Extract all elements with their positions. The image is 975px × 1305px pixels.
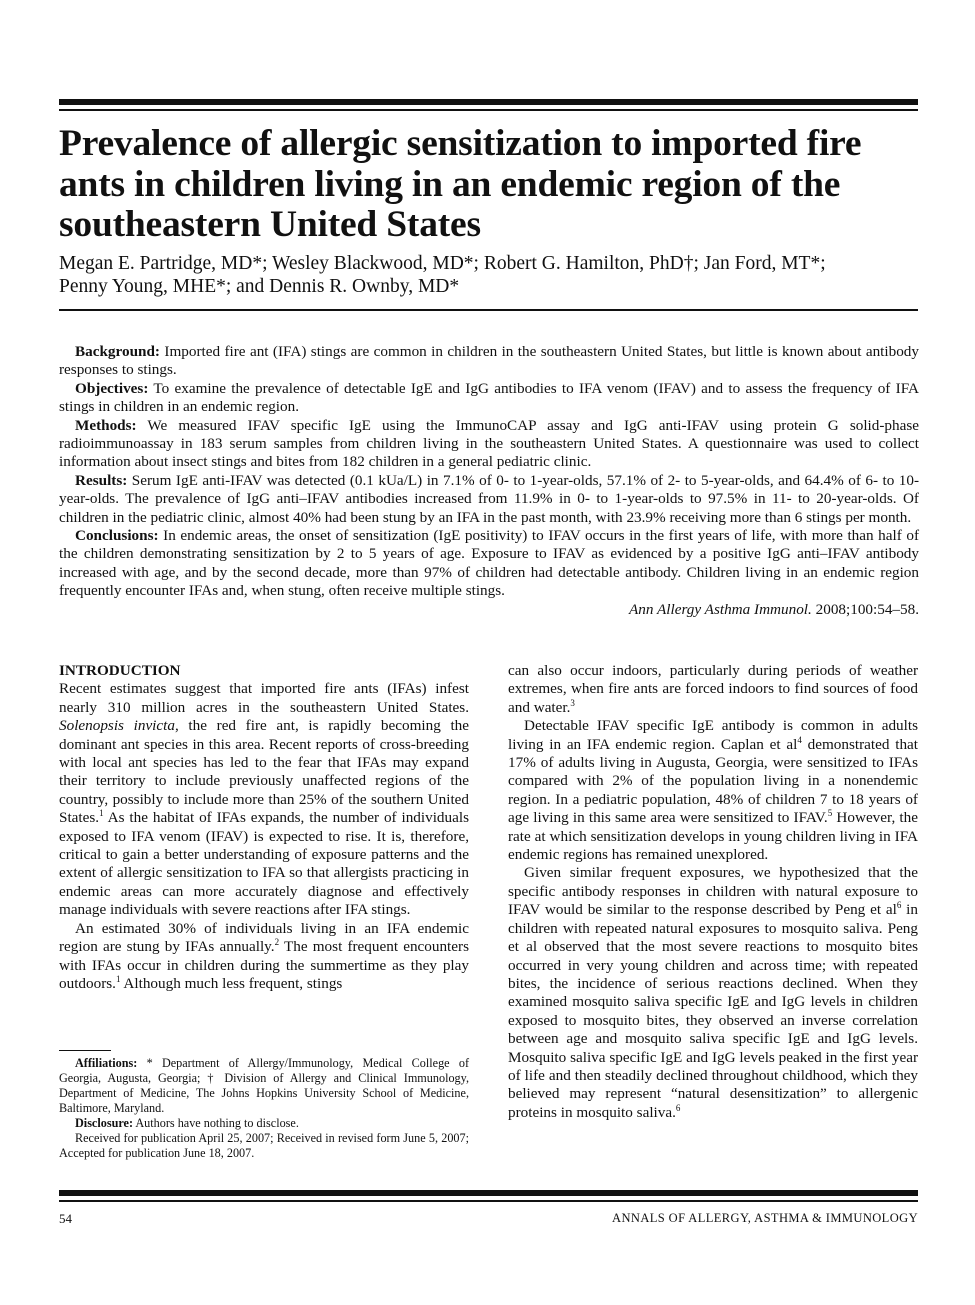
left-column	[59, 662, 469, 993]
citation-superscript: 2	[274, 937, 280, 948]
intro-r3-text-a: Given similar frequent exposures, we hypothesized that the specific antibody responses in children with natural exposure to IFAV would be similar to the response described by Peng et al	[508, 864, 918, 919]
footnote-affiliations	[59, 1056, 469, 1116]
author-list	[59, 252, 919, 298]
intro-p2-text-b: The most frequent encounters with IFAs occur in children during the summertime as they play outdoors.	[59, 938, 469, 992]
citation-superscript: 5	[827, 808, 833, 819]
author-line-2: Penny Young, MHE*; and Dennis R. Ownby, MD*	[59, 276, 460, 297]
background-label: Background:	[75, 343, 160, 360]
footnotes	[59, 1056, 469, 1161]
citation-journal: Ann Allergy Asthma Immunol.	[629, 600, 812, 618]
journal-name: ANNALS OF ALLERGY, ASTHMA & IMMUNOLOGY	[612, 1211, 918, 1225]
intro-p2-text-c: Although much less frequent, stings	[120, 974, 343, 992]
abstract-results	[59, 472, 919, 527]
section-heading-introduction: INTRODUCTION	[59, 662, 181, 679]
intro-p2-text-a: An estimated 30% of individuals living in an IFA endemic region are stung by IFAs annually.	[59, 919, 469, 956]
intro-p1-text-c: As the habitat of IFAs expands, the number of individuals exposed to IFA venom (IFAV) is expected to rise. It is, therefore, critical to gain a better understanding of exposure patterns and the extent of allergic sensitization to IFA so that allergists practicing in endemic areas can more accurately diagnose and effectively manage individuals with severe reactions after IFA stings.	[59, 809, 469, 919]
header-rule-thin	[59, 109, 918, 111]
abstract-background	[59, 343, 919, 380]
affiliations-text: * Department of Allergy/Immunology, Medical College of Georgia, Augusta, Georgia; † Division of Allergy and Clinical Immunology, Department of Medicine, The Johns Hopkins University School of Medicine, Baltimore, Maryland.	[59, 1056, 470, 1115]
header-rule-thick	[59, 99, 918, 105]
abstract-top-rule	[59, 309, 918, 311]
intro-r1-text-a: can also occur indoors, particularly during periods of weather extremes, when fire ants are forced indoors to find sources of food and water.	[508, 662, 918, 716]
citation-superscript: 1	[115, 973, 121, 984]
methods-label: Methods:	[75, 416, 137, 434]
citation-superscript: 3	[570, 697, 575, 708]
disclosure-text: Authors have nothing to disclose.	[135, 1116, 299, 1130]
citation-ref: 2008;100:54–58.	[815, 600, 919, 618]
conclusions-label: Conclusions:	[75, 527, 159, 545]
intro-paragraph-4	[508, 864, 918, 1122]
footer-rule-thin	[59, 1200, 918, 1202]
citation-superscript: 4	[797, 734, 802, 745]
methods-text: We measured IFAV specific IgE using the ImmunoCAP assay and IgG anti-IFAV using protein G solid-phase radioimmunoassay in 183 serum samples from children living in the southeastern United States. A questionnaire was used to collect information about insect stings and bites from 182 children in a general pediatric clinic.	[59, 416, 919, 471]
intro-paragraph-2-cont	[508, 662, 918, 717]
intro-p1-text-b: , the red fire ant, is rapidly becoming the dominant ant species in this area. Recent reports of cross-breeding with local ant species has led to the fear that IFAs may expand their territory to include previously unaffected regions of the country, possibly to include more than 25% of the southern United States.	[59, 717, 469, 827]
background-text: Imported fire ant (IFA) stings are common in children in the southeastern United States, but little is known about antibody responses to stings.	[59, 343, 919, 379]
right-column	[508, 662, 918, 1122]
footer-rule-thick	[59, 1190, 918, 1196]
intro-r2-text-c: However, the rate at which sensitization develops in young children living in IFA endemic regions has remained unexplored.	[508, 809, 918, 864]
footnote-disclosure	[59, 1116, 469, 1131]
author-line-1: Megan E. Partridge, MD*; Wesley Blackwood, MD*; Robert G. Hamilton, PhD†; Jan Ford, MT*;	[59, 253, 826, 274]
affiliations-label: Affiliations:	[75, 1056, 138, 1070]
objectives-label: Objectives:	[75, 379, 149, 397]
conclusions-text: In endemic areas, the onset of sensitization (IgE positivity) to IFAV occurs in the first years of life, with more than half of the children demonstrating sensitization by 2 to 5 years of age. Exposure to IFAV as evidenced by a positive IgG anti–IFAV antibody increased with age, and by the second decade, more than 97% of children had detectable antibody. Children living in an endemic region frequently encounter IFAs and, when stung, often receive multiple stings.	[59, 527, 920, 600]
disclosure-label: Disclosure:	[75, 1116, 133, 1130]
citation-superscript: 1	[99, 808, 104, 819]
intro-r3-text-b: in children with repeated natural exposures to mosquito saliva. Peng et al observed that the most severe reactions to mosquito bites occurred in very young children and across time; with repeated bites, the incidence of serious reactions declined. When they examined mosquito saliva specific IgE and IgG levels in children exposed to mosquito bites, they observed an inverse correlation between age and mosquito saliva specific IgE and IgG levels. Mosquito saliva specific IgE and IgG levels peaked in the first year of life and then steadily declined throughout childhood, which they believed may represent “natural desensitization” to allergenic proteins in mosquito saliva.	[508, 901, 918, 1121]
intro-r2-text-a: Detectable IFAV specific IgE antibody is common in adults living in an IFA endemic region. Caplan et al	[508, 717, 918, 753]
intro-paragraph-1	[59, 680, 469, 919]
citation	[59, 601, 919, 619]
intro-p1-text-a: Recent estimates suggest that imported fire ants (IFAs) infest nearly 310 million acres in the southeastern United States.	[59, 680, 469, 716]
abstract-methods	[59, 417, 919, 472]
citation-superscript: 6	[896, 900, 902, 911]
footnote-rule	[59, 1050, 111, 1051]
intro-paragraph-2	[59, 920, 469, 994]
objectives-text: To examine the prevalence of detectable IgE and IgG antibodies to IFA venom (IFAV) and to assess the frequency of IFA stings in children in an endemic region.	[59, 379, 919, 416]
abstract-conclusions	[59, 527, 919, 601]
species-name: Solenopsis invicta	[59, 717, 175, 735]
citation-superscript: 6	[675, 1102, 681, 1113]
article-title: Prevalence of allergic sensitization to imported fire ants in children living in an endemic region of the southeastern United States	[59, 123, 862, 245]
page-number: 54	[59, 1211, 72, 1226]
results-label: Results:	[75, 471, 128, 489]
abstract-objectives	[59, 380, 919, 417]
intro-r2-text-b: demonstrated that 17% of adults living in Augusta, Georgia, were sensitized to IFAs compared with 2% of the population living in a nonendemic region. In a pediatric population, 48% of children 7 to 18 years of age living in this same area were sensitized to IFAV.	[508, 735, 919, 827]
results-text: Serum IgE anti-IFAV was detected (0.1 kUa/L) in 7.1% of 0- to 1-year-olds, 57.1% of 2- to 5-year-olds, and 64.4% of 6- to 10-year-olds. The prevalence of IgG anti–IFAV antibodies increased from 11.9% in 0- to 1-year-olds to 97.5% in 11- to 20-year-olds. Of children in the pediatric clinic, almost 40% had been stung by an IFA in the past month, with 23.9% receiving more than 6 stings per month.	[59, 471, 919, 526]
footnote-received: Received for publication April 25, 2007; Received in revised form June 5, 2007; Accepted for publication June 18, 2007.	[59, 1131, 469, 1160]
abstract	[59, 343, 919, 619]
intro-paragraph-3	[508, 717, 918, 864]
